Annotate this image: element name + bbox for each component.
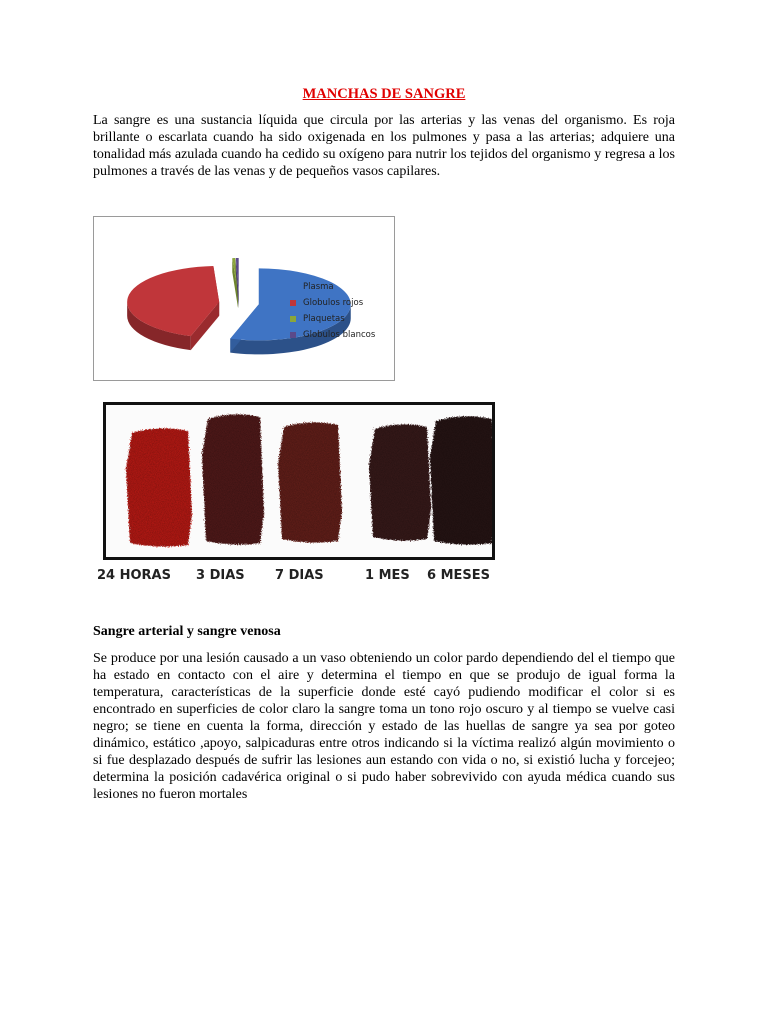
section-heading: Sangre arterial y sangre venosa <box>93 624 281 639</box>
legend-swatch <box>290 300 296 306</box>
legend-swatch <box>290 332 296 338</box>
document-title: MANCHAS DE SANGRE <box>302 86 466 102</box>
photo-frame <box>103 402 495 560</box>
legend-swatch <box>290 316 296 322</box>
blood-sample-5 <box>430 416 492 544</box>
legend-swatch <box>290 284 296 290</box>
time-label: 6 MESES <box>427 568 490 583</box>
time-label: 3 DIAS <box>196 568 245 583</box>
blood-sample-1 <box>126 428 192 546</box>
legend-label: Globulos rojos <box>303 298 364 308</box>
photo-time-labels <box>97 568 499 586</box>
legend-label: Plaquetas <box>303 314 345 324</box>
blood-sample-4 <box>369 424 431 540</box>
time-label: 7 DIAS <box>275 568 324 583</box>
time-label: 1 MES <box>365 568 410 583</box>
blood-composition-pie-chart <box>93 216 395 381</box>
pie-slice-globulos-rojos <box>127 266 219 350</box>
intro-paragraph: La sangre es una sustancia líquida que circula por las arterias y las venas del organismo. Es roja brillante o escarlata cuando ha sido oxigenada en los pulmones y pasa a las arterias; adquiere una tonalidad más azulada cuando ha cedido su oxígeno para nutrir los tejidos del organismo y regresa a los pulmones a través de las venas y de pequeños vasos capilares. <box>93 113 675 179</box>
blood-sample-3 <box>278 422 342 542</box>
legend-label: Globulos blancos <box>303 330 376 340</box>
chart-legend <box>290 279 375 343</box>
body-paragraph: Se produce por una lesión causado a un vaso obteniendo un color pardo dependiendo del el tiempo que ha estado en contacto con el aire y determina el tiempo en que se produjo de igual forma la temperatura, características de la superficie donde esté cayó pudiendo modificar el color si es encontrado en superficies de color claro la sangre toma un tono rojo oscuro y al tiempo se vuelve casi negro; se tiene en cuenta la forma, dirección y estado de las huellas de sangre ya sea por goteo dinámico, estático ,apoyo, salpicaduras entre otros indicando si la víctima realizó algún movimiento o si fue desplazado después de sufrir las lesiones aun estando con vida o no, si existió lucha y forcejeo; determina la posición cadavérica original o si pudo haber sobrevivido con ayuda médica cuando sus lesiones no fueron mortales <box>93 651 675 802</box>
blood-stain-time-photo <box>97 398 499 588</box>
legend-item <box>290 327 375 343</box>
legend-item <box>290 311 375 327</box>
legend-label: Plasma <box>303 282 334 292</box>
legend-item <box>290 295 375 311</box>
blood-sample-2 <box>202 414 264 544</box>
legend-item <box>290 279 375 295</box>
time-label: 24 HORAS <box>97 568 171 583</box>
blood-samples-svg <box>106 405 492 557</box>
